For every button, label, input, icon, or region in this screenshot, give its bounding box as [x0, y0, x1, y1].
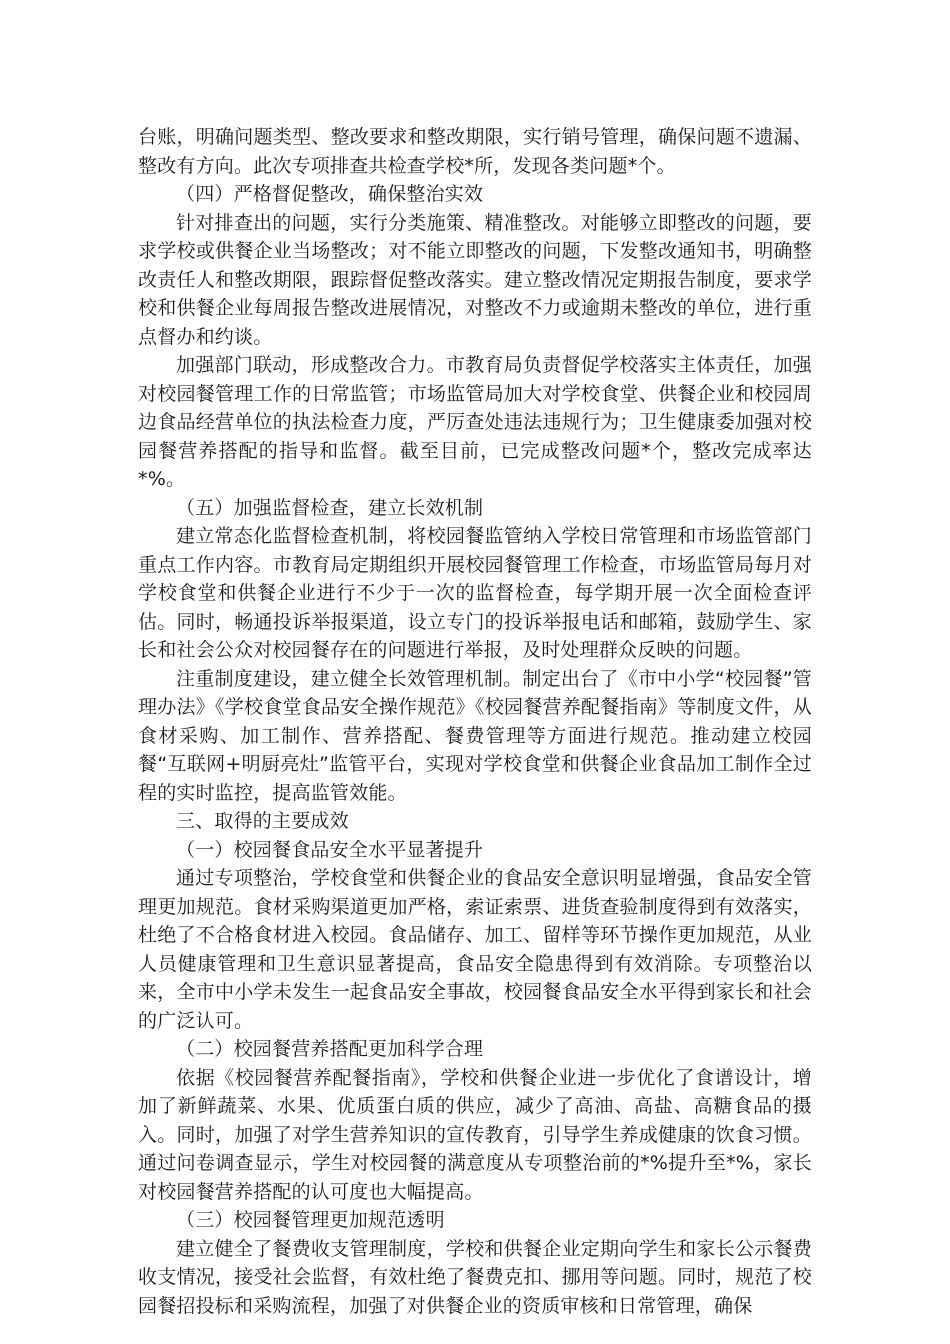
- body-paragraph: 建立常态化监督检查机制，将校园餐监管纳入学校日常管理和市场监管部门重点工作内容。市教育局定期组织开展校园餐管理工作检查，市场监管局每月对学校食堂和供餐企业进行不少于一次的监督检查，每学期开展一次全面检查评估。同时，畅通投诉举报渠道，设立专门的投诉举报电话和邮箱，鼓励学生、家长和社会公众对校园餐存在的问题进行举报，及时处理群众反映的问题。: [138, 525, 812, 661]
- section-heading-4: （四）严格督促整改，确保整治实效: [176, 183, 484, 205]
- body-paragraph: 建立健全了餐费收支管理制度，学校和供餐企业定期向学生和家长公示餐费收支情况，接受社会监督，有效杜绝了餐费克扣、挪用等问题。同时，规范了校园餐招投标和采购流程，加强了对供餐企业的资质审核和日常管理，确保: [138, 1237, 812, 1317]
- section-heading-5: （五）加强监督检查，建立长效机制: [176, 496, 484, 519]
- body-paragraph: 加强部门联动，形成整改合力。市教育局负责督促学校落实主体责任，加强对校园餐管理工作的日常监管；市场监管局加大对学校食堂、供餐企业和校园周边食品经营单位的执法检查力度，严厉查处违法违规行为；卫生健康委加强对校园餐营养搭配的指导和监督。截至目前，已完成整改问题*个，整改完成率达*%。: [138, 354, 812, 490]
- section-heading-1: （一）校园餐食品安全水平显著提升: [176, 838, 484, 861]
- body-paragraph: 依据《校园餐营养配餐指南》，学校和供餐企业进一步优化了食谱设计，增加了新鲜蔬菜、水果、优质蛋白质的供应，减少了高油、高盐、高糖食品的摄入。同时，加强了对学生营养知识的宣传教育，引导学生养成健康的饮食习惯。通过问卷调查显示，学生对校园餐的满意度从专项整治前的*%提升至*%，家长对校园餐营养搭配的认可度也大幅提高。: [138, 1066, 812, 1203]
- paragraph-continuation: 台账，明确问题类型、整改要求和整改期限，实行销号管理，确保问题不遗漏、整改有方向。此次专项排查共检查学校*所，发现各类问题*个。: [138, 126, 812, 177]
- section-heading-3: （三）校园餐管理更加规范透明: [176, 1209, 445, 1231]
- section-heading-2: （二）校园餐营养搭配更加科学合理: [176, 1038, 484, 1060]
- body-paragraph: 针对排查出的问题，实行分类施策、精准整改。对能够立即整改的问题，要求学校或供餐企业当场整改；对不能立即整改的问题，下发整改通知书，明确整改责任人和整改期限，跟踪督促整改落实。建立整改情况定期报告制度，要求学校和供餐企业每周报告整改进展情况，对整改不力或逾期未整改的单位，进行重点督办和约谈。: [138, 211, 812, 348]
- body-paragraph: 通过专项整治，学校食堂和供餐企业的食品安全意识明显增强，食品安全管理更加规范。食材采购渠道更加严格，索证索票、进货查验制度得到有效落实，杜绝了不合格食材进入校园。食品储存、加工、留样等环节操作更加规范，从业人员健康管理和卫生意识显著提高，食品安全隐患得到有效消除。专项整治以来，全市中小学未发生一起食品安全事故，校园餐食品安全水平得到家长和社会的广泛认可。: [138, 867, 812, 1032]
- chapter-heading-3: 三、取得的主要成效: [176, 810, 349, 832]
- body-paragraph: 注重制度建设，建立健全长效管理机制。制定出台了《市中小学“校园餐”管理办法》《学校食堂食品安全操作规范》《校园餐营养配餐指南》等制度文件，从食材采购、加工制作、营养搭配、餐费管理等方面进行规范。推动建立校园餐“互联网+明厨亮灶”监管平台，实现对学校食堂和供餐企业食品加工制作全过程的实时监控，提高监管效能。: [138, 667, 812, 804]
- document-body: [138, 123, 812, 1320]
